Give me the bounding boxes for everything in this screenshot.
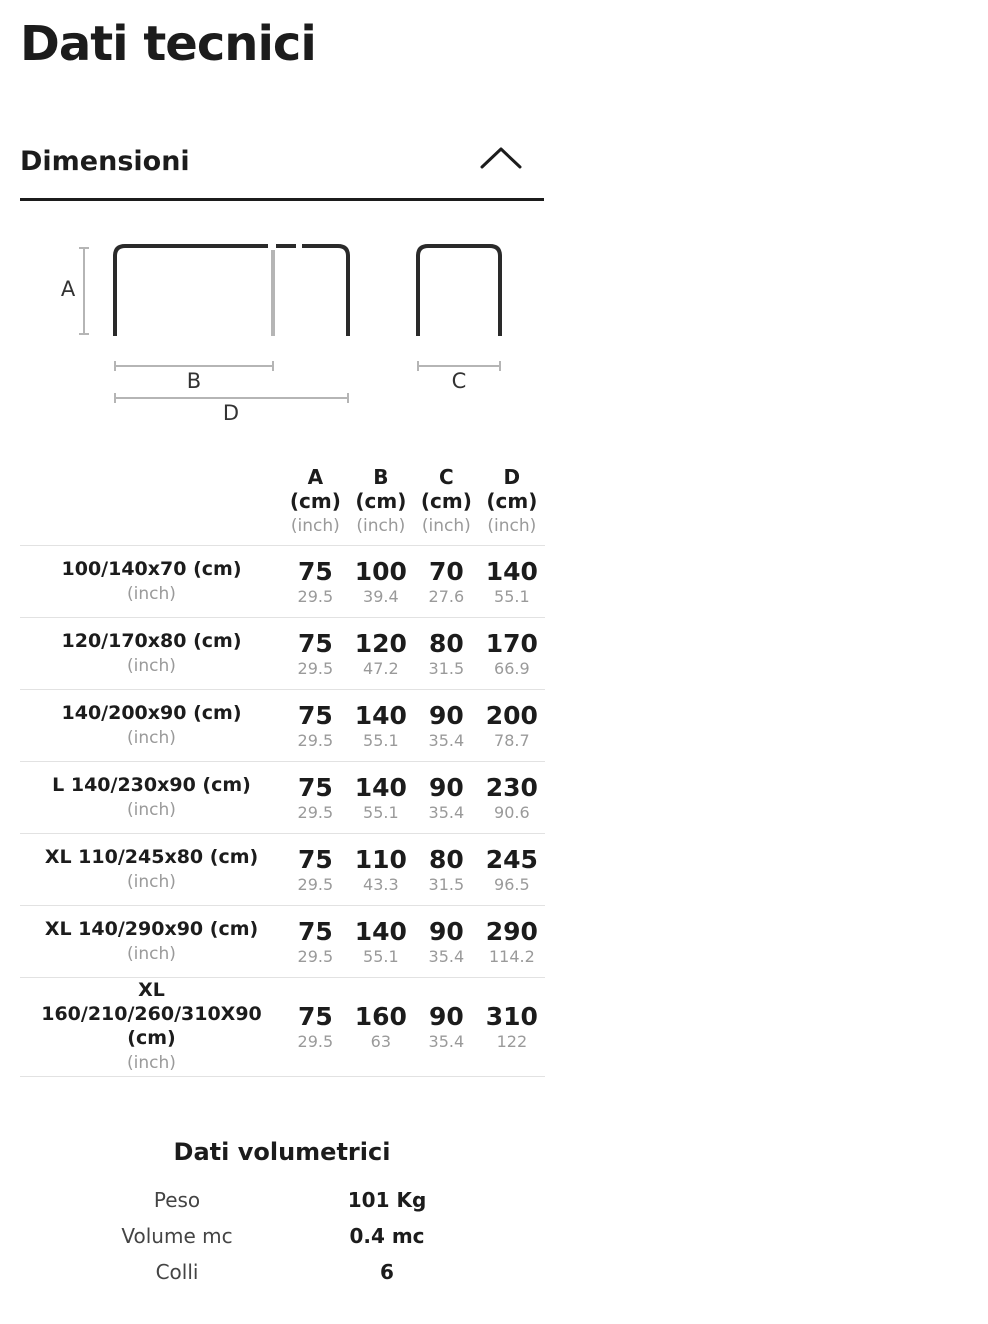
volumetric-title: Dati volumetrici <box>173 1138 391 1166</box>
value-inch: 35.4 <box>428 730 465 750</box>
dimensions-table <box>20 465 545 1077</box>
volumetric-key: Colli <box>155 1260 199 1284</box>
row-label-sub: (inch) <box>127 727 176 748</box>
cell <box>479 978 545 1077</box>
header-c-unit: (cm) <box>420 489 472 513</box>
value-cm: 70 <box>428 556 464 586</box>
value-cm: 75 <box>297 628 333 658</box>
header-a-letter: A <box>307 465 324 489</box>
cell <box>479 690 545 762</box>
label-b: B <box>186 369 202 393</box>
value-inch: 55.1 <box>363 946 399 966</box>
row-label <box>20 978 283 1077</box>
value-cm: 245 <box>485 844 538 874</box>
value-cm: 140 <box>354 700 407 730</box>
volumetric-key: Peso <box>153 1188 201 1212</box>
row-label <box>20 834 283 906</box>
dimensions-diagram <box>40 230 520 430</box>
cell <box>414 618 479 690</box>
cell <box>348 690 414 762</box>
value-inch: 31.5 <box>428 874 465 894</box>
value-inch: 29.5 <box>297 658 334 678</box>
value-cm: 75 <box>297 772 333 802</box>
cell <box>479 546 545 618</box>
header-b-alt: (inch) <box>356 516 406 536</box>
value-cm: 80 <box>428 844 464 874</box>
dimension-a-marker <box>79 248 89 334</box>
cell <box>348 978 414 1077</box>
value-inch: 39.4 <box>363 586 399 606</box>
cell <box>414 690 479 762</box>
volumetric-value: 101 Kg <box>347 1188 427 1212</box>
cell <box>479 906 545 978</box>
value-cm: 90 <box>428 700 464 730</box>
value-cm: 140 <box>354 772 407 802</box>
header-empty <box>20 465 283 546</box>
table-row <box>20 618 545 690</box>
row-label-sub: (inch) <box>127 1053 176 1073</box>
value-inch: 29.5 <box>297 1032 334 1051</box>
row-label-main: L 140/230x90 (cm) <box>52 773 251 796</box>
value-inch: 27.6 <box>428 586 465 606</box>
header-c-alt: (inch) <box>421 516 471 536</box>
table-row <box>20 978 545 1077</box>
table-row <box>20 762 545 834</box>
value-cm: 90 <box>428 772 464 802</box>
cell <box>283 762 348 834</box>
cell <box>283 906 348 978</box>
cell <box>283 978 348 1077</box>
value-cm: 100 <box>354 556 407 586</box>
cell <box>414 906 479 978</box>
table-row <box>20 690 545 762</box>
table-front-frame <box>418 246 500 336</box>
value-inch: 90.6 <box>494 802 530 822</box>
volumetric-key: Volume mc <box>121 1224 233 1248</box>
chevron-up-icon[interactable] <box>480 146 522 170</box>
value-cm: 170 <box>485 628 538 658</box>
value-inch: 78.7 <box>494 730 530 750</box>
value-cm: 75 <box>297 844 333 874</box>
cell <box>283 546 348 618</box>
row-label-main: XL 140/290x90 (cm) <box>44 917 259 940</box>
value-inch: 29.5 <box>297 874 334 894</box>
value-cm: 140 <box>354 916 407 946</box>
row-label <box>20 618 283 690</box>
value-cm: 120 <box>354 628 407 658</box>
value-cm: 110 <box>354 844 407 874</box>
page-title: Dati tecnici <box>20 16 316 72</box>
volumetric-value: 0.4 mc <box>349 1224 425 1248</box>
value-cm: 160 <box>354 1002 407 1031</box>
table-row <box>20 906 545 978</box>
row-label-sub: (inch) <box>127 943 176 964</box>
value-inch: 63 <box>370 1032 392 1051</box>
cell <box>283 618 348 690</box>
label-a: A <box>60 277 76 301</box>
row-label-sub: (inch) <box>127 871 176 892</box>
row-label-sub: (inch) <box>127 799 176 820</box>
value-cm: 230 <box>485 772 538 802</box>
row-label-main: XL 160/210/260/310X90 (cm) <box>41 979 262 1049</box>
cell <box>348 834 414 906</box>
row-label <box>20 690 283 762</box>
header-d <box>479 465 545 546</box>
accordion-label: Dimensioni <box>20 146 190 177</box>
header-b-unit: (cm) <box>355 489 407 513</box>
value-cm: 75 <box>297 556 333 586</box>
cell <box>414 978 479 1077</box>
header-d-letter: D <box>503 465 521 489</box>
value-inch: 47.2 <box>363 658 399 678</box>
header-c-letter: C <box>439 465 454 489</box>
label-d: D <box>222 401 240 425</box>
value-inch: 114.2 <box>488 946 535 966</box>
cell <box>479 834 545 906</box>
volumetric-row-volume <box>70 1224 490 1254</box>
value-inch: 35.4 <box>428 946 465 966</box>
header-d-unit: (cm) <box>486 489 538 513</box>
value-cm: 310 <box>485 1002 538 1031</box>
value-inch: 29.5 <box>297 946 334 966</box>
row-label <box>20 762 283 834</box>
cell <box>348 762 414 834</box>
volumetric-row-weight <box>70 1188 490 1218</box>
value-cm: 75 <box>297 700 333 730</box>
cell <box>414 762 479 834</box>
header-a-alt: (inch) <box>290 516 340 536</box>
row-label <box>20 906 283 978</box>
value-inch: 35.4 <box>428 1032 465 1051</box>
cell <box>414 834 479 906</box>
value-inch: 55.1 <box>363 802 399 822</box>
value-cm: 200 <box>485 700 538 730</box>
value-inch: 43.3 <box>363 874 399 894</box>
header-d-alt: (inch) <box>487 516 537 536</box>
dimensions-accordion-header[interactable] <box>20 130 544 201</box>
cell <box>348 618 414 690</box>
value-cm: 140 <box>485 556 538 586</box>
cell <box>283 834 348 906</box>
row-label-main: 140/200x90 (cm) <box>61 701 242 724</box>
table-row <box>20 546 545 618</box>
value-cm: 90 <box>428 1002 464 1031</box>
row-label-sub: (inch) <box>127 583 176 604</box>
header-b <box>348 465 414 546</box>
value-inch: 31.5 <box>428 658 465 678</box>
value-inch: 29.5 <box>297 802 334 822</box>
value-inch: 29.5 <box>297 730 334 750</box>
value-inch: 96.5 <box>494 874 530 894</box>
cell <box>479 618 545 690</box>
row-label <box>20 546 283 618</box>
value-cm: 290 <box>485 916 538 946</box>
value-inch: 35.4 <box>428 802 465 822</box>
value-cm: 75 <box>297 916 333 946</box>
row-label-main: 120/170x80 (cm) <box>61 629 242 652</box>
table-side-frame <box>115 246 348 336</box>
label-c: C <box>451 369 467 393</box>
cell <box>479 762 545 834</box>
table-header-row <box>20 465 545 546</box>
cell <box>348 906 414 978</box>
cell <box>283 690 348 762</box>
header-a <box>283 465 348 546</box>
value-inch: 29.5 <box>297 586 334 606</box>
row-label-main: 100/140x70 (cm) <box>61 557 242 580</box>
value-inch: 55.1 <box>363 730 399 750</box>
volumetric-value: 6 <box>380 1260 394 1284</box>
value-cm: 75 <box>297 1002 333 1031</box>
cell <box>348 546 414 618</box>
cell <box>414 546 479 618</box>
table-row <box>20 834 545 906</box>
volumetric-row-packages <box>70 1260 490 1290</box>
value-cm: 80 <box>428 628 464 658</box>
header-c <box>414 465 479 546</box>
header-b-letter: B <box>373 465 389 489</box>
value-inch: 55.1 <box>494 586 530 606</box>
value-inch: 66.9 <box>494 658 530 678</box>
header-a-unit: (cm) <box>289 489 341 513</box>
row-label-sub: (inch) <box>127 655 176 676</box>
value-inch: 122 <box>496 1032 528 1051</box>
row-label-main: XL 110/245x80 (cm) <box>44 845 259 868</box>
value-cm: 90 <box>428 916 464 946</box>
